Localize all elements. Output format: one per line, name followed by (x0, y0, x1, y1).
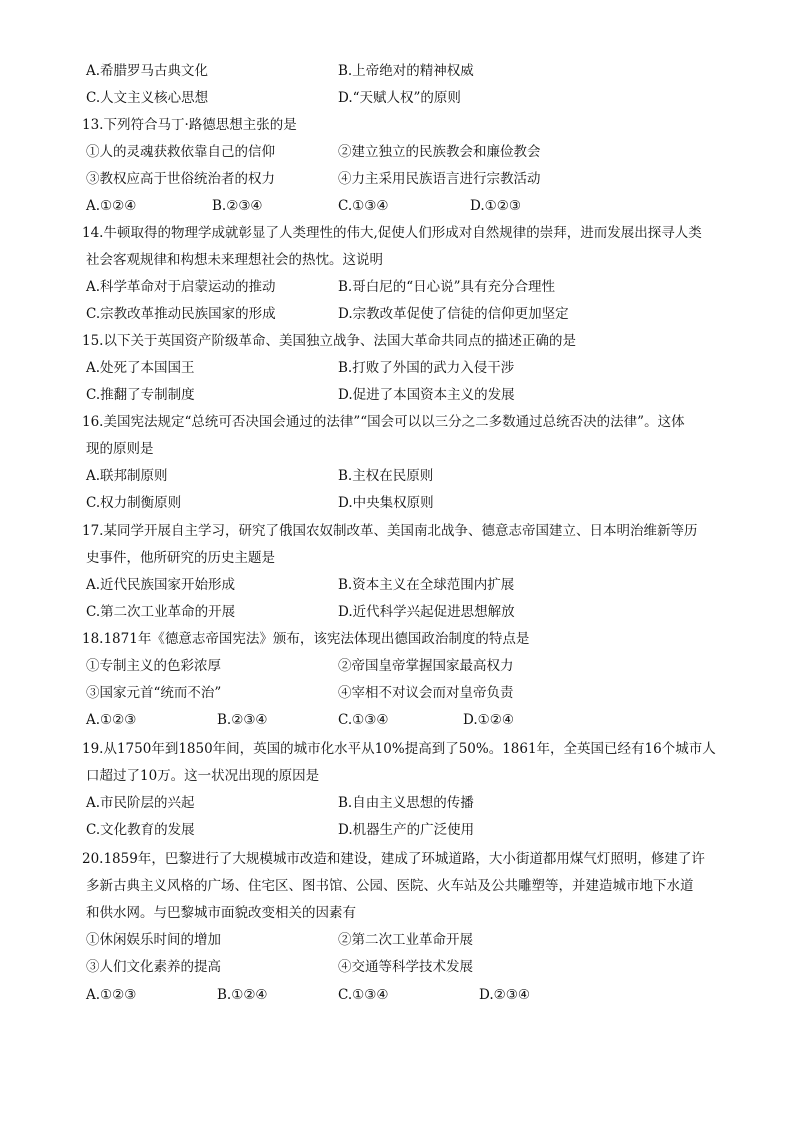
q14-option-b: B.哥白尼的“日心说”具有充分合理性 (338, 279, 556, 295)
q19-stem-line-1: 19.从1750年到1850年间，英国的城市化水平从10%提高到了50%。1861年，全英国已经有16个城市人 (82, 741, 716, 757)
q12-option-d: D.“天赋人权”的原则 (338, 90, 461, 106)
q16-option-c: C.权力制衡原则 (86, 495, 182, 511)
q20-item-3: ③人们文化素养的提高 (86, 959, 221, 975)
q19-stem-line-2: 口超过了10万。这一状况出现的原因是 (86, 768, 320, 784)
q17-option-a: A.近代民族国家开始形成 (86, 577, 236, 593)
q12-option-b: B.上帝绝对的精神权威 (338, 63, 474, 79)
q20-option-c: C.①③④ (338, 987, 389, 1003)
q14-stem-line-1: 14.牛顿取得的物理学成就彰显了人类理性的伟大,促使人们形成对自然规律的崇拜，进而发展出探寻人类 (82, 225, 702, 241)
q16-option-a: A.联邦制原则 (86, 468, 168, 484)
q18-item-3: ③国家元首“统而不治” (86, 685, 222, 701)
q17-stem-line-1: 17.某同学开展自主学习，研究了俄国农奴制改革、美国南北战争、德意志帝国建立、日本明治维新等历 (82, 523, 698, 539)
q20-stem-line-1: 20.1859年，巴黎进行了大规模城市改造和建设，建成了环城道路，大小街道都用煤气灯照明，修建了许 (82, 851, 705, 867)
q17-stem-line-2: 史事件，他所研究的历史主题是 (86, 550, 275, 566)
q20-stem-line-2: 多新古典主义风格的广场、住宅区、图书馆、公园、医院、火车站及公共雕塑等，并建造城市地下水道 (86, 878, 694, 894)
q17-option-b: B.资本主义在全球范围内扩展 (338, 577, 515, 593)
q13-option-b: B.②③④ (212, 198, 263, 214)
q13-option-a: A.①②④ (86, 198, 137, 214)
q13-item-1: ①人的灵魂获救依靠自己的信仰 (86, 144, 275, 160)
q13-item-3: ③教权应高于世俗统治者的权力 (86, 171, 275, 187)
q13-item-4: ④力主采用民族语言进行宗教活动 (338, 171, 541, 187)
q18-option-c: C.①③④ (338, 712, 389, 728)
q16-option-b: B.主权在民原则 (338, 468, 434, 484)
q13-option-c: C.①③④ (338, 198, 389, 214)
q19-option-a: A.市民阶层的兴起 (86, 795, 195, 811)
q20-item-2: ②第二次工业革命开展 (338, 932, 473, 948)
q19-option-d: D.机器生产的广泛使用 (338, 822, 475, 838)
q20-item-4: ④交通等科学技术发展 (338, 959, 473, 975)
q18-item-2: ②帝国皇帝掌握国家最高权力 (338, 658, 514, 674)
q14-option-d: D.宗教改革促使了信徒的信仰更加坚定 (338, 306, 569, 322)
q13-item-2: ②建立独立的民族教会和廉俭教会 (338, 144, 541, 160)
q15-stem: 15.以下关于英国资产阶级革命、美国独立战争、法国大革命共同点的描述正确的是 (82, 333, 576, 349)
q18-item-1: ①专制主义的色彩浓厚 (86, 658, 221, 674)
q16-stem-line-2: 现的原则是 (86, 441, 154, 457)
q17-option-d: D.近代科学兴起促进思想解放 (338, 604, 515, 620)
q20-item-1: ①休闲娱乐时间的增加 (86, 932, 221, 948)
q18-option-b: B.②③④ (217, 712, 268, 728)
q19-option-c: C.文化教育的发展 (86, 822, 195, 838)
q20-stem-line-3: 和供水网。与巴黎城市面貌改变相关的因素有 (86, 905, 356, 921)
q20-option-d: D.②③④ (479, 987, 530, 1003)
q20-option-b: B.①②④ (217, 987, 268, 1003)
q17-option-c: C.第二次工业革命的开展 (86, 604, 236, 620)
q13-option-d: D.①②③ (470, 198, 521, 214)
q20-option-a: A.①②③ (86, 987, 137, 1003)
q18-option-d: D.①②④ (463, 712, 514, 728)
q16-option-d: D.中央集权原则 (338, 495, 434, 511)
q12-option-a: A.希腊罗马古典文化 (86, 63, 209, 79)
q13-stem: 13.下列符合马丁·路德思想主张的是 (82, 117, 297, 133)
q16-stem-line-1: 16.美国宪法规定“总统可否决国会通过的法律”“国会可以以三分之二多数通过总统否决的法律”。这体 (82, 414, 685, 430)
q14-stem-line-2: 社会客观规律和构想未来理想社会的热忱。这说明 (86, 252, 383, 268)
q18-stem: 18.1871年《德意志帝国宪法》颁布，该宪法体现出德国政治制度的特点是 (82, 631, 530, 647)
q18-option-a: A.①②③ (86, 712, 137, 728)
q15-option-d: D.促进了本国资本主义的发展 (338, 387, 515, 403)
q14-option-c: C.宗教改革推动民族国家的形成 (86, 306, 276, 322)
q19-option-b: B.自由主义思想的传播 (338, 795, 474, 811)
q18-item-4: ④宰相不对议会而对皇帝负责 (338, 685, 514, 701)
q15-option-a: A.处死了本国国王 (86, 360, 195, 376)
q14-option-a: A.科学革命对于启蒙运动的推动 (86, 279, 276, 295)
q15-option-b: B.打败了外国的武力入侵干涉 (338, 360, 515, 376)
q12-option-c: C.人文主义核心思想 (86, 90, 209, 106)
q15-option-c: C.推翻了专制制度 (86, 387, 195, 403)
